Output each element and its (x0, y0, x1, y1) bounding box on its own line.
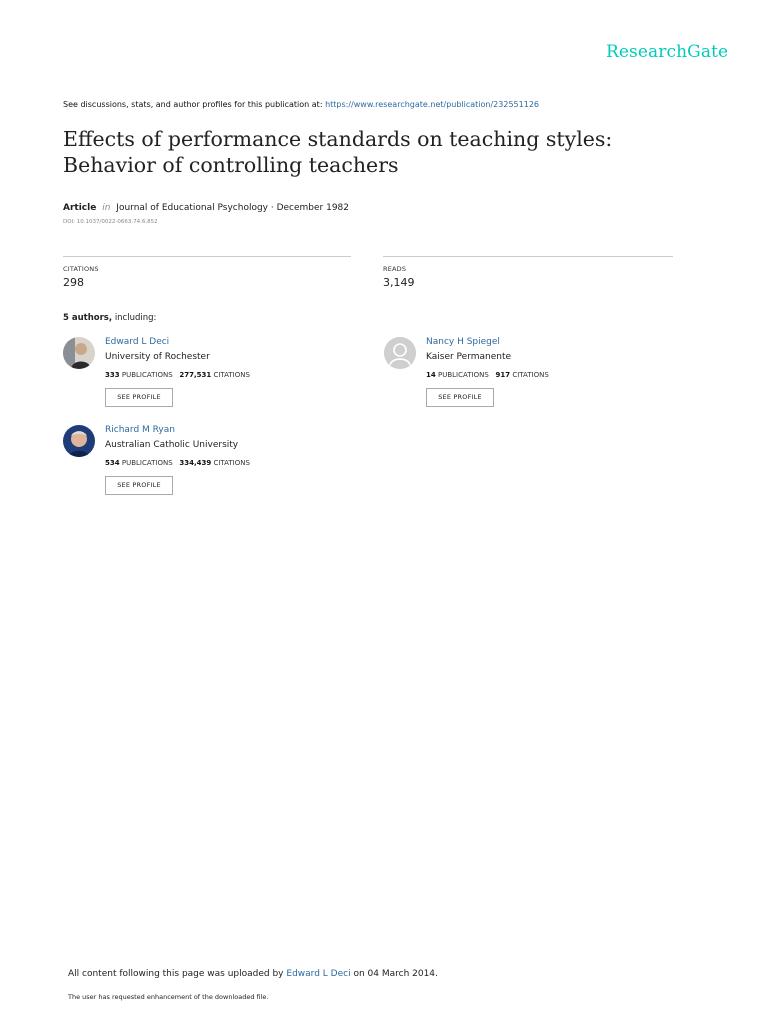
authors-count: 5 authors, (63, 313, 113, 323)
see-profile-button-deci[interactable]: SEE PROFILE (105, 388, 173, 407)
citations-label: CITATIONS (213, 371, 250, 379)
researchgate-logo[interactable]: ResearchGate (606, 42, 729, 62)
article-type: Article (63, 203, 97, 213)
authors-suffix: including: (114, 313, 157, 323)
upload-suffix: on 04 March 2014. (353, 969, 438, 979)
article-doi: DOI: 10.1037/0022-0663.74.6.852 (63, 219, 158, 225)
publications-label: PUBLICATIONS (121, 371, 173, 379)
reads-label: READS (383, 265, 407, 273)
citations-value: 298 (63, 276, 84, 289)
reads-divider (383, 256, 673, 257)
author-stats-ryan (105, 459, 250, 467)
citations-label: CITATIONS (213, 459, 250, 467)
reads-value: 3,149 (383, 276, 415, 289)
article-title: Effects of performance standards on teaching styles: Behavior of controlling teachers (63, 127, 613, 177)
citations-count: 917 (495, 371, 511, 379)
person-photo-icon (63, 425, 95, 457)
author-institution-spiegel: Kaiser Permanente (426, 352, 512, 362)
citations-count: 277,531 (179, 371, 212, 379)
author-name-spiegel[interactable]: Nancy H Spiegel (426, 337, 500, 347)
in-word: in (102, 203, 111, 213)
publications-count: 333 (105, 371, 120, 379)
authors-heading (63, 313, 156, 323)
author-institution-deci: University of Rochester (105, 352, 210, 362)
publications-count: 534 (105, 459, 120, 467)
publications-count: 14 (426, 371, 436, 379)
author-avatar-spiegel[interactable] (384, 337, 416, 369)
citations-divider (63, 256, 351, 257)
default-avatar-icon (384, 337, 416, 369)
see-discussions-line (63, 100, 539, 109)
upload-note (68, 969, 438, 979)
author-name-deci[interactable]: Edward L Deci (105, 337, 170, 347)
see-discussions-text: See discussions, stats, and author profiles for this publication at: (63, 100, 323, 109)
author-stats-deci (105, 371, 250, 379)
publication-link[interactable]: https://www.researchgate.net/publication/232551126 (325, 100, 539, 109)
article-meta (63, 203, 349, 213)
upload-prefix: All content following this page was uploaded by (68, 969, 284, 979)
citations-count: 334,439 (179, 459, 212, 467)
publications-label: PUBLICATIONS (437, 371, 489, 379)
enhancement-note: The user has requested enhancement of the downloaded file. (68, 993, 269, 1001)
journal-date: Journal of Educational Psychology · December 1982 (116, 203, 350, 213)
author-stats-spiegel (426, 371, 549, 379)
uploader-link[interactable]: Edward L Deci (286, 969, 351, 979)
person-photo-icon (63, 337, 95, 369)
citations-label: CITATIONS (63, 265, 99, 273)
see-profile-button-spiegel[interactable]: SEE PROFILE (426, 388, 494, 407)
author-institution-ryan: Australian Catholic University (105, 440, 239, 450)
author-avatar-ryan[interactable] (63, 425, 95, 457)
author-avatar-deci[interactable] (63, 337, 95, 369)
publications-label: PUBLICATIONS (121, 459, 173, 467)
citations-label: CITATIONS (512, 371, 549, 379)
see-profile-button-ryan[interactable]: SEE PROFILE (105, 476, 173, 495)
author-name-ryan[interactable]: Richard M Ryan (105, 425, 175, 435)
